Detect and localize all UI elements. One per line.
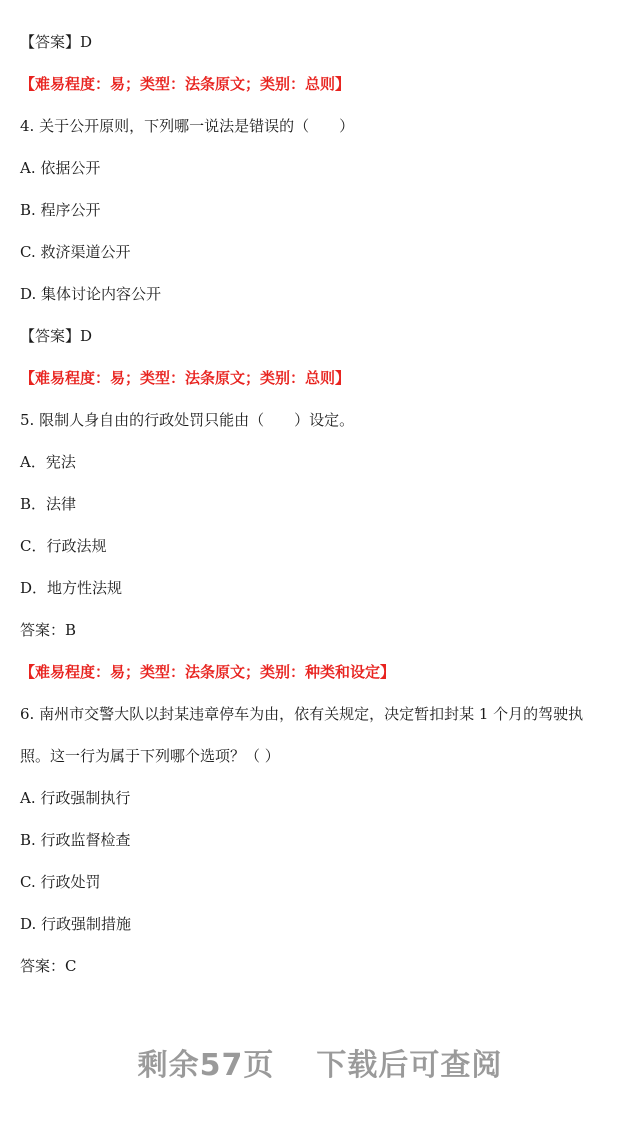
- question-text: 4. 关于公开原则，下列哪一说法是错误的（ ）: [20, 117, 355, 135]
- remaining-pages-text: 剩余57页: [137, 1048, 275, 1083]
- option-text: B. 行政监督检查: [20, 831, 131, 849]
- option-text: D. 行政强制措施: [20, 915, 132, 933]
- question-text: 5. 限制人身自由的行政处罚只能由（ ）设定。: [20, 411, 355, 429]
- option-text: A. 依据公开: [20, 159, 101, 177]
- answer-text: 【答案】D: [20, 327, 93, 345]
- difficulty-meta: 【难易程度：易；类型：法条原文；类别：总则】: [20, 75, 351, 93]
- download-banner[interactable]: [0, 1046, 640, 1086]
- option-text: C. 救济渠道公开: [20, 243, 131, 261]
- option-text: A. 行政强制执行: [20, 789, 131, 807]
- option-text: B．法律: [20, 495, 77, 513]
- question-text: 照。这一行为属于下列哪个选项？（ ）: [20, 747, 280, 765]
- option-text: C．行政法规: [20, 537, 107, 555]
- answer-text: 答案：C: [20, 957, 77, 975]
- difficulty-meta: 【难易程度：易；类型：法条原文；类别：种类和设定】: [20, 663, 396, 681]
- option-text: D. 集体讨论内容公开: [20, 285, 162, 303]
- option-text: B. 程序公开: [20, 201, 101, 219]
- option-text: C. 行政处罚: [20, 873, 101, 891]
- option-text: D．地方性法规: [20, 579, 123, 597]
- download-to-read-text: 下载后可查阅: [316, 1048, 503, 1083]
- answer-text: 答案：B: [20, 621, 77, 639]
- difficulty-meta: 【难易程度：易；类型：法条原文；类别：总则】: [20, 369, 351, 387]
- question-text: 6. 南州市交警大队以封某违章停车为由，依有关规定，决定暂扣封某 1 个月的驾驶执: [20, 705, 584, 723]
- answer-text: 【答案】D: [20, 33, 93, 51]
- option-text: A．宪法: [20, 453, 76, 471]
